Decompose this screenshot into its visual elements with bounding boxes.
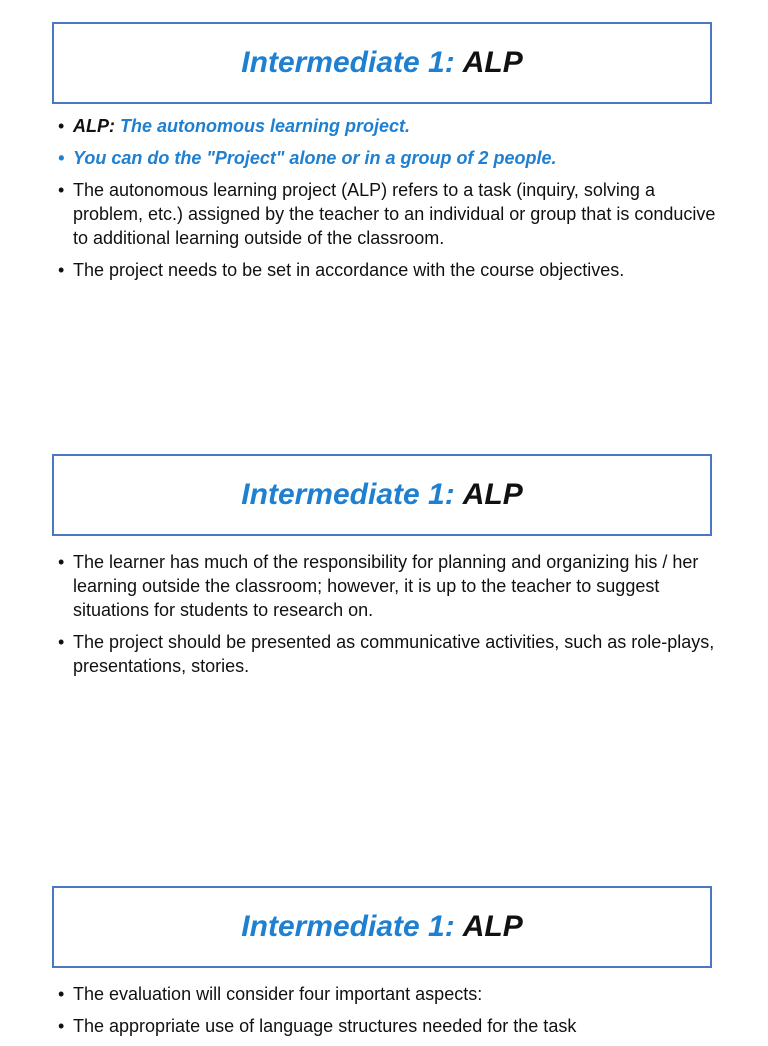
bullet-text: The learner has much of the responsibility for planning and organizing his / her learning outside the classroom; however, it is up to the teacher to suggest situations for students to research on.: [73, 552, 699, 620]
bullet-dot: •: [58, 552, 65, 572]
slide-title-box: [52, 454, 712, 536]
slide-title-main: ALP: [462, 46, 523, 79]
slide-title-box: [52, 886, 712, 968]
bullet-dot: •: [58, 984, 65, 1004]
bullet-item: [58, 550, 718, 622]
bullet-dot: •: [58, 632, 65, 652]
slide-3: [0, 864, 768, 1036]
bullet-list: [58, 550, 718, 686]
bullet-text: The project needs to be set in accordance with the course objectives.: [73, 260, 625, 280]
bullet-text: The project should be presented as communicative activities, such as role-plays, presentations, stories.: [73, 632, 715, 676]
bullet-list: [58, 114, 718, 290]
bullet-dot: •: [58, 148, 65, 168]
bullet-item: [58, 114, 718, 138]
bullet-item: [58, 630, 718, 678]
slide-title-main: ALP: [462, 478, 523, 511]
bullet-text: You can do the "Project" alone or in a group of 2 people.: [73, 148, 557, 168]
bullet-item: [58, 258, 718, 282]
bullet-dot: •: [58, 260, 65, 280]
bullet-dot: •: [58, 116, 65, 136]
slide-title-main: ALP: [462, 910, 523, 943]
bullet-item: [58, 178, 718, 250]
bullet-text: The appropriate use of language structures needed for the task: [73, 1016, 577, 1036]
bullet-text: The autonomous learning project.: [120, 116, 411, 136]
slide-1: [0, 0, 768, 432]
slide-title-prefix: Intermediate 1:: [241, 46, 455, 79]
slide-title-box: [52, 22, 712, 104]
bullet-item: [58, 146, 718, 170]
slide-2: [0, 432, 768, 864]
bullet-dot: •: [58, 180, 65, 200]
slide-title-prefix: Intermediate 1:: [241, 478, 455, 511]
bullet-text: The evaluation will consider four important aspects:: [73, 984, 483, 1004]
bullet-item: [58, 982, 718, 1006]
bullet-list: [58, 982, 718, 1046]
bullet-dot: •: [58, 1016, 65, 1036]
slide-title-prefix: Intermediate 1:: [241, 910, 455, 943]
bullet-label: ALP:: [73, 116, 115, 136]
bullet-item: [58, 1014, 718, 1038]
bullet-text: The autonomous learning project (ALP) refers to a task (inquiry, solving a problem, etc.) assigned by the teacher to an individual or group that is conducive to additional learning outside of the classroom.: [73, 180, 716, 248]
